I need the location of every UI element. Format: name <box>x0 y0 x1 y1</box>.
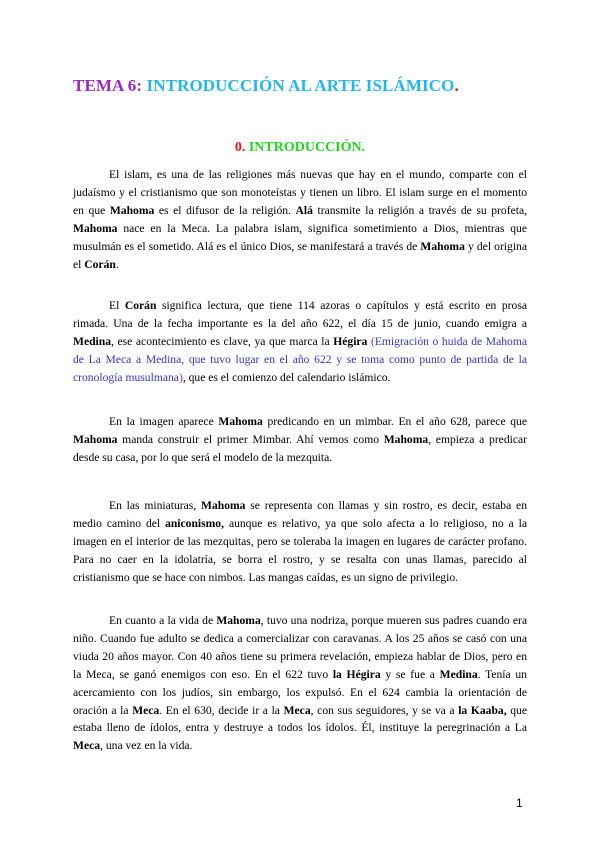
text-run: . En el 630, decide ir a la <box>159 703 284 717</box>
text-run: significa lectura, que tiene 114 azoras o capítulos y está escrito en prosa rimada. Una de la fecha importante es la del año 622, el día 15 de junio, cuando emigra a <box>73 299 527 330</box>
text-run: manda construir el primer Mimbar. Ahí vemos como <box>117 432 384 446</box>
text-run: es el difusor de la religión. <box>154 203 296 217</box>
text-run: , empieza a predicar desde su casa, por lo que será el modelo de la mezquita. <box>73 432 527 464</box>
text-run: En las miniaturas, <box>109 499 201 512</box>
text-run: , con sus seguidores, y se va a <box>310 703 459 717</box>
hegira-definition: Emigración o huida de Mahoma de La Meca a Medina, que tuvo lugar en el año 622 y se toma como punto de partida de la cronología musulmana <box>73 334 527 384</box>
text-run: , una vez en la vida. <box>100 739 193 753</box>
bold-term: Alá <box>295 203 313 217</box>
bold-term: Mahoma <box>420 239 465 253</box>
bold-term: Mahoma <box>383 432 429 446</box>
bold-term: Mahoma <box>216 614 261 627</box>
parenthesis-close: ) <box>178 370 183 384</box>
text-run: se representa con llamas y sin rostro, es decir, estaba en medio camino del <box>73 499 527 530</box>
bold-term: la Hégira <box>332 667 381 681</box>
bold-term: Mahoma <box>73 432 118 446</box>
paragraph-5 <box>73 612 527 755</box>
text-run: , tuvo una nodriza, porque mueren sus padres cuando era niño. Cuando fue adulto se dedica a comercializar con caravanas. A los 25 años se casó con una viuda 20 años mayor. Con 40 años tiene su primera revelación, empieza hablar de Dios, pero en la Meca, se ganó enemigos con eso. En el 622 tuvo <box>73 614 528 681</box>
text-run: aunque es relativo, ya que solo afecta a lo religioso, no a la imagen en el interior de las mezquitas, pero se toleraba la imagen en lugares de carácter profano. Para no caer en la idolatría, se borra el rostro, y se resalta con unas llamas, parecido al cristianismo que se hace con nimbos. Las mangas caídas, es un signo de privilegio. <box>73 516 527 584</box>
text-run: predicando en un mimbar. En el año 628, parece que <box>262 415 527 428</box>
bold-term: Corán <box>124 299 157 312</box>
bold-term: Meca <box>132 703 160 717</box>
title-period: . <box>454 76 459 95</box>
bold-term: Medina <box>73 334 112 348</box>
text-run: transmite la religión a través de su profeta, <box>312 203 527 217</box>
text-run: En cuanto a la vida de <box>109 614 217 627</box>
bold-term: aniconismo, <box>165 516 225 530</box>
text-run: En la imagen aparece <box>109 415 219 428</box>
text-run: El islam, es una de las religiones más nuevas que hay en el mundo, comparte con el judaísmo y el cristianismo que son monoteístas y tienen un libro. El islam surge en el momento en que <box>73 168 527 217</box>
text-run: , que es el comienzo del calendario islámico. <box>182 370 391 384</box>
bold-term: Mahoma <box>73 221 118 235</box>
bold-term: Medina <box>439 667 478 681</box>
title-text: INTRODUCCIÓN AL ARTE ISLÁMICO <box>142 76 455 95</box>
bold-term: Corán <box>84 257 116 271</box>
bold-term: Hégira <box>333 334 368 348</box>
text-run: que estaba lleno de ídolos, entra y destruye a todos los ídolos. Él, instituye la peregrinación a La <box>73 703 527 735</box>
page-number: 1 <box>516 796 523 810</box>
text-run: . <box>115 257 119 271</box>
text-run: nace en la Meca. La palabra islam, significa sometimiento a Dios, mientras que musulmán es el sometido. Alá es el único Dios, se manifestará a través de <box>73 221 527 253</box>
bold-term: Mahoma <box>218 415 263 428</box>
bold-term: Meca <box>73 739 101 753</box>
text-run: El <box>109 299 125 312</box>
parenthesis-open: ( <box>370 334 375 348</box>
title-prefix: TEMA 6: <box>73 76 143 95</box>
text-run: y del origina el <box>73 239 527 271</box>
bold-term: la Kaaba, <box>458 703 507 717</box>
bold-term: Mahoma <box>109 203 155 217</box>
bold-term: Meca <box>283 703 311 717</box>
page-title <box>73 76 459 96</box>
paragraph-1 <box>73 166 527 273</box>
paragraph-4 <box>73 497 527 587</box>
section-heading-text: INTRODUCCIÓN. <box>245 140 366 155</box>
paragraph-3 <box>73 413 527 467</box>
paragraph-2 <box>73 297 527 387</box>
text-run: , ese acontecimiento es clave, ya que marca la <box>111 334 334 348</box>
text-run: y se fue a <box>380 667 440 681</box>
text-run: . Tenía un acercamiento con los judíos, sin embargo, los expulsó. En el 624 cambia la orientación de oración a la <box>73 667 527 717</box>
section-number: 0. <box>234 140 246 155</box>
bold-term: Mahoma <box>201 499 246 512</box>
section-heading <box>0 140 600 156</box>
